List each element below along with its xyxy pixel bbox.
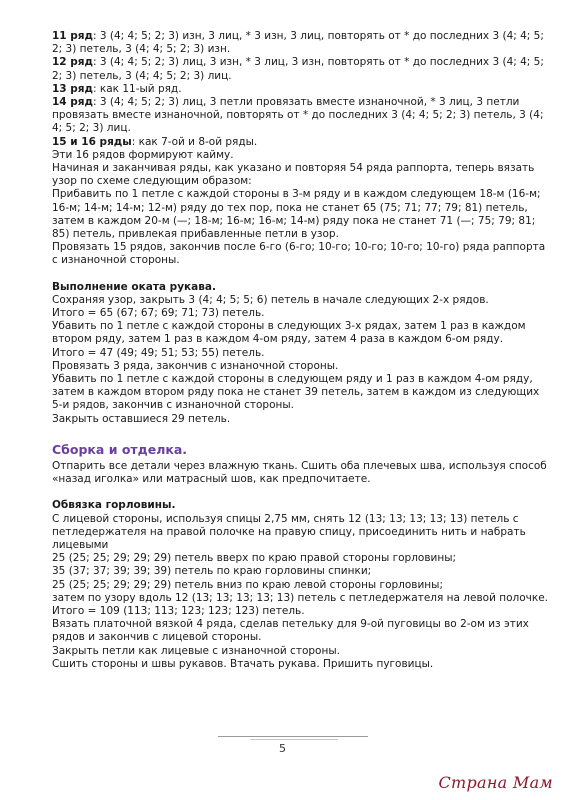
paragraph: Эти 16 рядов формируют кайму. [52,148,234,161]
paragraph: Убавить по 1 петле с каждой стороны в следующем ряду и 1 раз в каждом 4-ом ряду, затем в каждом втором ряду пока не станет 39 петель, затем в каждом из следующих 5-и рядов, закончив с изнаночной стороны. [52,373,540,412]
paragraph: 25 (25; 25; 29; 29; 29) петель вниз по краю левой стороны горловины; [52,578,444,591]
row-text: : 3 (4; 4; 5; 2; 3) изн, 3 лиц, * 3 изн, 3 лиц, повторять от * до последних 3 (4; 4; 5; 2; 3) петель, 3 (4; 4; 5; 2; 3) изн. [52,30,544,56]
footer-divider [218,736,368,737]
row-label: 14 ряд [52,96,94,109]
row-12 [52,56,552,82]
paragraph: затем по узору вдоль 12 (13; 13; 13; 13; 13) петель с петледержателя на левой полочке. [52,591,548,604]
paragraph: 35 (37; 37; 39; 39; 39) петель по краю горловины спинки; [52,565,372,578]
document-body [52,30,552,671]
row-11 [52,30,552,56]
paragraph: Провязать 3 ряда, закончив с изнаночной стороны. [52,359,339,372]
row-text: : как 11-ый ряд. [93,82,182,95]
paragraph: Прибавить по 1 петле с каждой стороны в 3-м ряду и в каждом следующем 18-м (16-м; 16-м; 14-м; 14-м; 12-м) ряду до тех пор, пока не станет 65 (75; 71; 77; 79; 81) петель, затем в каждом 20-м (—; 18-м; 16-м; 16-м; 14-м) ряду пока не станет 71 (—; 75; 79; 81; 85) петель, привлекая прибавленные петли в узор. [52,188,541,241]
paragraph: С лицевой стороны, используя спицы 2,75 мм, снять 12 (13; 13; 13; 13; 13) петель с петледержателя на правой полочке на правую спицу, присоединить нить и набрать лицевыми [52,512,526,551]
row-label: 13 ряд [52,82,94,95]
row-label: 11 ряд [52,30,94,42]
row-label: 12 ряд [52,56,94,69]
paragraph: Итого = 47 (49; 49; 51; 53; 55) петель. [52,346,265,359]
paragraph: Убавить по 1 петле с каждой стороны в следующих 3-х рядах, затем 1 раз в каждом втором ряду, затем 1 раз в каждом 4-ом ряду, затем 4 раза в каждом 6-ом ряду. [52,320,526,346]
row-text: : 3 (4; 4; 5; 2; 3) лиц, 3 петли провязать вместе изнаночной, * 3 лиц, 3 петли провязать вместе изнаночной, повторять от * до последних 3 (4; 4; 5; 2; 3) петель, 3 (4; 4; 5; 2; 3) лиц. [52,96,544,135]
row-label: 15 и 16 ряды [52,135,132,148]
row-text: : как 7-ой и 8-ой ряды. [131,135,258,148]
paragraph: Отпарить все детали через влажную ткань. Сшить оба плечевых шва, используя способ «назад иголка» или матрасный шов, как предпочитаете. [52,459,547,486]
section-heading-neck: Обвязка горловины. [52,499,176,512]
paragraph: Итого = 65 (67; 67; 69; 71; 73) петель. [52,307,265,320]
section-heading-sleeve: Выполнение оката рукава. [52,280,216,293]
paragraph: Провязать 15 рядов, закончив после 6-го (6-го; 10-го; 10-го; 10-го; 10-го) ряда раппорта с изнаночной стороны. [52,241,546,267]
paragraph: Закрыть петли как лицевые с изнаночной стороны. [52,644,340,657]
paragraph: Сохраняя узор, закрыть 3 (4; 4; 5; 5; 6) петель в начале следующих 2-х рядов. [52,293,489,306]
paragraph: Итого = 109 (113; 113; 123; 123; 123) петель. [52,604,305,617]
paragraph: Закрыть оставшиеся 29 петель. [52,412,231,425]
paragraph: Вязать платочной вязкой 4 ряда, сделав петельку для 9-ой пуговицы во 2-ом из этих рядов и закончив с лицевой стороны. [52,618,529,644]
row-15-16 [52,136,552,149]
page-number: 5 [279,742,286,755]
row-14 [52,96,552,136]
paragraph: 25 (25; 25; 29; 29; 29) петель вверх по краю правой стороны горловины; [52,552,457,565]
paragraph: Сшить стороны и швы рукавов. Втачать рукава. Пришить пуговицы. [52,657,434,670]
row-text: : 3 (4; 4; 5; 2; 3) лиц, 3 изн, * 3 лиц, 3 изн, повторять от * до последних 3 (4; 4; 5; 2; 3) петель, 3 (4; 4; 5; 2; 3) лиц. [52,56,544,82]
section-heading-assembly: Сборка и отделка. [52,441,188,457]
row-13 [52,83,552,96]
footer-divider-secondary [250,739,338,740]
paragraph: Начиная и заканчивая ряды, как указано и повторяя 54 ряда раппорта, теперь вязать узор по схеме следующим образом: [52,162,535,188]
watermark-logo: Страна Мам [438,773,553,792]
